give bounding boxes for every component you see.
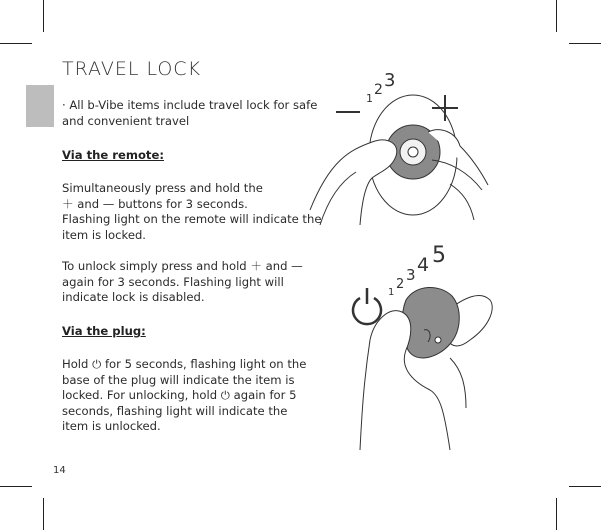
count-3: 3 — [384, 70, 396, 91]
unlock-text-2: again for 3 seconds. Flashing light will indicate lock is disabled. — [62, 274, 284, 305]
plug-text-2: for 5 seconds, flashing light on the base of the plug will indicate the item is locked. For unlocking, hold — [62, 357, 307, 403]
and-word: and — [77, 196, 100, 211]
plug-heading: Via the plug: — [62, 324, 146, 338]
remote-lock-text-3: Flashing light on the remote will indicate the item is locked. — [62, 212, 322, 242]
section-tab — [26, 85, 54, 127]
crop-mark — [43, 498, 44, 530]
plug-illustration — [340, 240, 520, 460]
count-2: 2 — [374, 82, 383, 98]
and-word: and — [265, 259, 288, 273]
plug-text-1: Hold — [62, 357, 89, 371]
crop-mark — [43, 0, 44, 32]
power-icon: ⏻ — [92, 357, 102, 371]
crop-mark — [0, 43, 32, 44]
minus-symbol: — — [291, 259, 303, 273]
remote-lock-instructions — [62, 181, 322, 243]
plug-base — [402, 287, 459, 358]
power-icon-large — [353, 288, 381, 324]
remote-unlock-instructions — [62, 259, 327, 306]
plug-count-3: 3 — [406, 266, 416, 284]
count-1: 1 — [366, 92, 373, 105]
plug-count-2: 2 — [396, 277, 405, 292]
remote-heading: Via the remote: — [62, 148, 164, 162]
page-number: 14 — [53, 465, 66, 476]
power-icon: ⏻ — [220, 388, 230, 403]
intro-text: · All b-Vibe items include travel lock for safe and convenient travel — [62, 98, 318, 128]
unlock-text-1: To unlock simply press and hold — [62, 259, 247, 273]
plug-count-1: 1 — [388, 287, 395, 298]
crop-mark — [556, 0, 557, 32]
plug-text-3: again for 5 seconds, flashing light will indicate the item is unlocked. — [62, 388, 297, 434]
plus-symbol: ＋ — [62, 196, 74, 211]
plug-instructions — [62, 357, 307, 435]
crop-mark — [556, 498, 557, 530]
remote-illustration — [300, 60, 500, 240]
crop-mark — [0, 486, 32, 487]
page-title: TRAVEL LOCK — [62, 58, 202, 80]
crop-mark — [569, 43, 601, 44]
minus-symbol: — — [102, 196, 115, 211]
remote-lock-text-1: Simultaneously press and hold the — [62, 181, 263, 195]
crop-mark — [569, 486, 601, 487]
remote-lock-text-2: buttons for 3 seconds. — [118, 196, 248, 211]
plug-count-5: 5 — [432, 243, 446, 268]
plus-symbol: ＋ — [250, 259, 262, 273]
plug-count-4: 4 — [417, 254, 430, 276]
